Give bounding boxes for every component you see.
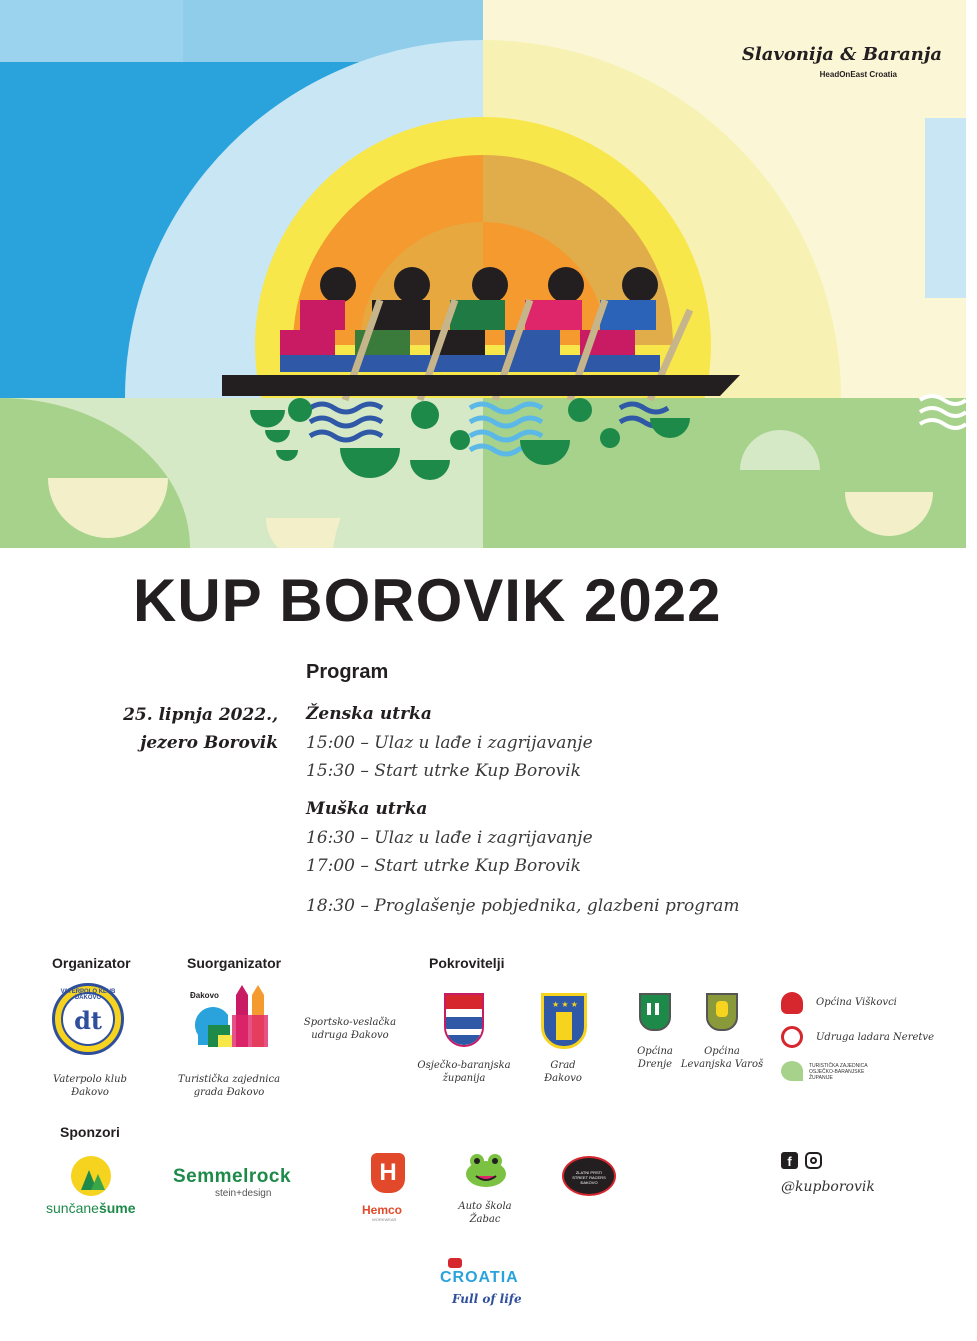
djakovo-crest-icon: ★ ★ ★ (541, 993, 587, 1049)
semmelrock-name: Semmelrock (173, 1166, 292, 1187)
semmelrock-tagline: stein+design (215, 1188, 272, 1199)
schedule-line: 18:30 – Proglašenje pobjednika, glazbeni program (306, 896, 740, 916)
hero-illustration (0, 0, 966, 548)
croatia-tagline: Full of life (452, 1292, 522, 1306)
autoskola-caption: Auto škola Žabac (458, 1201, 512, 1225)
event-date: 25. lipnja 2022., (123, 705, 278, 725)
event-location: jezero Borovik (140, 733, 278, 753)
rowing-club-caption: Sportsko-veslačka udruga Đakovo (303, 1017, 397, 1041)
social-handle[interactable]: @kupborovik (781, 1179, 875, 1195)
street-racers-logo-icon: ZLATNI PRSTI STREET RACERS ĐAKOVO (562, 1156, 616, 1196)
coorganizer-caption: Turistička zajednica grada Đakovo (177, 1074, 281, 1098)
drenje-crest-icon (639, 993, 671, 1031)
brand-subtitle: HeadOnEast Croatia (819, 70, 897, 79)
frog-logo-icon (460, 1152, 512, 1190)
tz-county-text: TURISTIČKA ZAJEDNICA OSJEČKO-BARANJSKE ŽUPANIJE (809, 1063, 868, 1081)
schedule-line: 15:00 – Ulaz u lađe i zagrijavanje (306, 733, 593, 753)
organizer-caption: Vaterpolo klub Đakovo (53, 1074, 127, 1098)
tz-county-logo-icon (781, 1061, 803, 1081)
county-crest-icon (444, 993, 484, 1047)
brand-title: Slavonija & Baranja (741, 44, 942, 65)
womens-race-title: Ženska utrka (306, 704, 432, 724)
levanjska-caption: Općina Levanjska Varoš (680, 1046, 764, 1070)
vaterpolo-logo: VATERPOLO KLUB ĐAKOVO dt (52, 983, 124, 1055)
hemco-logo-icon: H (371, 1153, 405, 1193)
hemco-name: Hemco (362, 1203, 403, 1217)
levanjska-crest-icon (706, 993, 738, 1031)
croatia-logo-icon (448, 1258, 462, 1268)
coorganizer-heading: Suorganizator (187, 955, 282, 971)
viskovci-crest-icon (781, 992, 803, 1014)
drenje-caption: Općina Drenje (637, 1046, 673, 1070)
hemco-tagline: WORKWEAR (372, 1217, 397, 1222)
facebook-icon[interactable]: f (781, 1152, 798, 1169)
suncane-sume-name: sunčanešume (46, 1200, 136, 1216)
patrons-heading: Pokrovitelji (429, 955, 505, 971)
neretva-label: Udruga ladara Neretve (816, 1032, 934, 1043)
event-title: KUP BOROVIK 2022 (133, 567, 722, 634)
suncane-sume-logo-icon (71, 1156, 111, 1196)
croatia-word: CROATIA (440, 1269, 519, 1286)
schedule-line: 17:00 – Start utrke Kup Borovik (306, 856, 581, 876)
mens-race-title: Muška utrka (306, 799, 428, 819)
organizer-heading: Organizator (52, 955, 131, 971)
instagram-icon[interactable] (805, 1152, 822, 1169)
djakovo-tourism-logo: Đakovo (188, 985, 270, 1057)
program-heading: Program (306, 661, 389, 683)
schedule-line: 16:30 – Ulaz u lađe i zagrijavanje (306, 828, 593, 848)
city-caption: Grad Đakovo (544, 1060, 582, 1084)
county-caption: Osječko-baranjska županija (417, 1060, 511, 1084)
sponsors-heading: Sponzori (60, 1124, 120, 1140)
rowing-illustration (0, 0, 966, 548)
neretva-logo-icon (781, 1026, 803, 1048)
viskovci-label: Općina Viškovci (816, 997, 897, 1008)
schedule-line: 15:30 – Start utrke Kup Borovik (306, 761, 581, 781)
